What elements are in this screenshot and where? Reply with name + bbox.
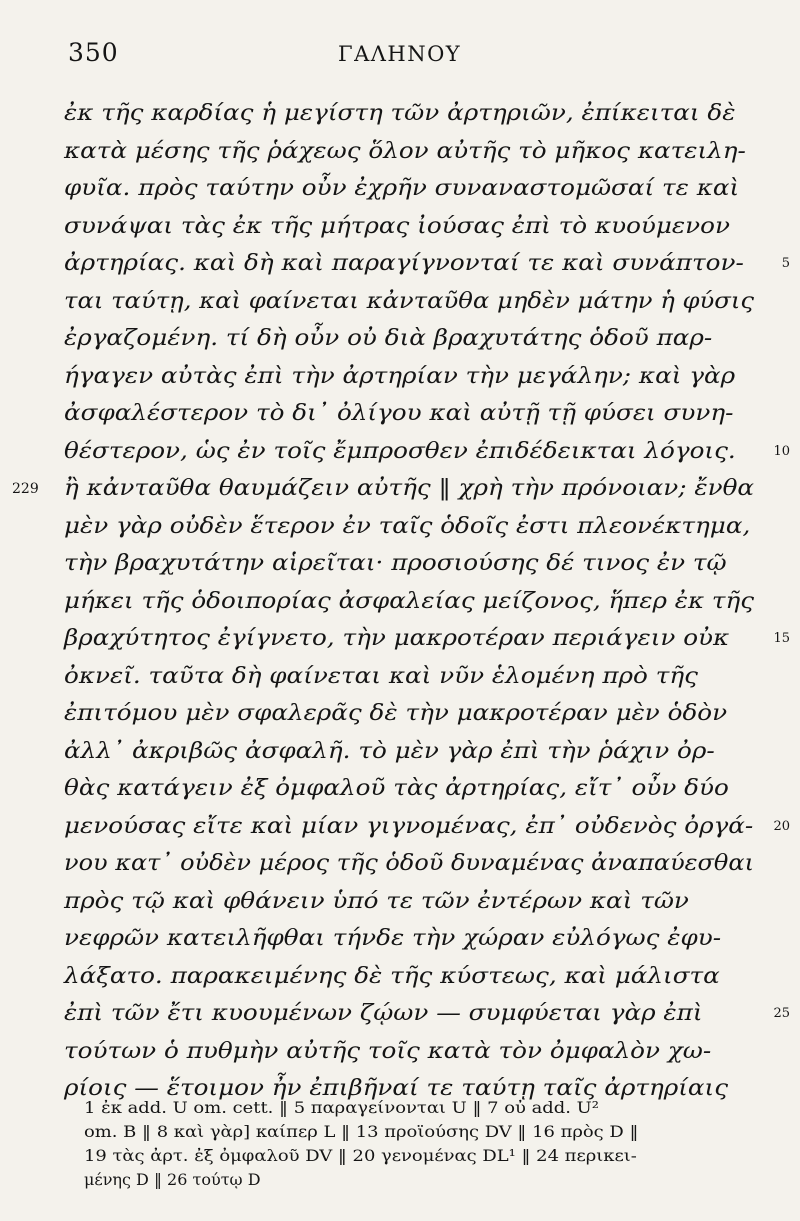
text-line — [64, 844, 764, 884]
text-line — [64, 394, 764, 434]
text-line-content: συνάψαι τὰς ἐκ τῆς μήτρας ἰούσας ἐπὶ τὸ κυούμενον — [64, 213, 730, 239]
text-line — [64, 94, 764, 134]
text-line-content: ἀρτηρίας. καὶ δὴ καὶ παραγίγνονταί τε καὶ συνάπτον- — [64, 251, 744, 276]
text-line — [64, 357, 764, 397]
text-line-content: θὰς κατάγειν ἐξ ὀμφαλοῦ τὰς ἀρτηρίας, εἴτ᾽ οὖν δύο — [64, 776, 729, 801]
text-line — [64, 469, 764, 509]
text-line — [64, 582, 764, 622]
text-line-content: βραχύτητος ἐγίγνετο, τὴν μακροτέραν περιάγειν οὐκ — [64, 626, 730, 651]
text-line — [64, 994, 764, 1034]
text-line-content: ἀλλ᾽ ἀκριβῶς ἀσφαλῆ. τὸ μὲν γὰρ ἐπὶ τὴν ῥάχιν ὀρ- — [64, 738, 715, 764]
text-line-content: τούτων ὁ πυθμὴν αὐτῆς τοῖς κατὰ τὸν ὀμφαλὸν χω- — [64, 1038, 712, 1064]
text-line-content: λάξατο. παρακειμένης δὲ τῆς κύστεως, καὶ μάλιστα — [64, 963, 720, 989]
text-line — [64, 244, 764, 284]
text-line — [64, 282, 764, 322]
text-line — [64, 319, 764, 359]
text-line — [64, 882, 764, 922]
apparatus-line-content: 19 τὰς ἀρτ. ἐξ ὀμφαλοῦ DV ‖ 20 γενομένας DL¹ ‖ 24 περικει- — [84, 1146, 637, 1165]
text-line-content: ἐργαζομένη. τί δὴ οὖν οὐ διὰ βραχυτάτης ὁδοῦ παρ- — [64, 326, 713, 351]
apparatus-line — [84, 1096, 599, 1120]
text-line — [64, 732, 764, 772]
text-line-content: ὀκνεῖ. ταῦτα δὴ φαίνεται καὶ νῦν ἑλομένη πρὸ τῆς — [64, 663, 698, 689]
text-line-content: μὲν γὰρ οὐδὲν ἕτερον ἐν ταῖς ὁδοῖς ἐστι πλεονέκτημα, — [64, 513, 751, 539]
text-line-content: νου κατ᾽ οὐδὲν μέρος τῆς ὁδοῦ δυναμένας ἀναπαύεσθαι — [64, 851, 754, 876]
text-line-content: μενούσας εἴτε καὶ μίαν γιγνομένας, ἐπ᾽ οὐδενὸς ὀργά- — [64, 813, 754, 839]
text-line — [64, 957, 764, 997]
text-line-content: πρὸς τῷ καὶ φθάνειν ὑπό τε τῶν ἐντέρων καὶ τῶν — [64, 888, 689, 914]
apparatus-line-content: μένης D ‖ 26 τούτῳ D — [84, 1170, 261, 1189]
text-line-content: ἐκ τῆς καρδίας ἡ μεγίστη τῶν ἀρτηριῶν, ἐπίκειται δὲ — [64, 101, 736, 126]
apparatus-line — [84, 1120, 639, 1144]
text-line-content: νεφρῶν κατειλῆφθαι τήνδε τὴν χώραν εὐλόγως ἐφυ- — [64, 926, 722, 951]
text-line — [64, 544, 764, 584]
text-line — [64, 657, 764, 697]
text-line — [64, 432, 764, 472]
text-line-content: θέστερον, ὡς ἐν τοῖς ἔμπροσθεν ἐπιδέδεικται λόγοις. — [64, 438, 736, 464]
text-line — [64, 507, 764, 547]
text-line — [64, 132, 764, 172]
text-line — [64, 694, 764, 734]
text-line-content: φυῖα. πρὸς ταύτην οὖν ἐχρῆν συναναστομῶσαί τε καὶ — [64, 176, 740, 201]
text-line-content: ἐπὶ τῶν ἔτι κυουμένων ζῴων — συμφύεται γὰρ ἐπὶ — [64, 1001, 703, 1026]
apparatus-line-content: 1 ἐκ add. U om. cett. ‖ 5 παραγείνονται U ‖ 7 οὐ add. U² — [84, 1098, 599, 1117]
text-line — [64, 1032, 764, 1072]
line-number: 5 — [781, 256, 790, 271]
apparatus-line-content: om. B ‖ 8 καὶ γὰρ] καίπερ L ‖ 13 προϊούσης DV ‖ 16 πρὸς D ‖ — [84, 1122, 639, 1141]
text-line-content: κατὰ μέσης τῆς ῥάχεως ὅλον αὐτῆς τὸ μῆκος κατειλη- — [64, 138, 746, 164]
text-line — [64, 207, 764, 247]
text-line-content: ἐπιτόμου μὲν σφαλερᾶς δὲ τὴν μακροτέραν μὲν ὁδὸν — [64, 701, 728, 726]
line-number: 15 — [773, 631, 790, 646]
line-number: 10 — [773, 443, 790, 459]
page-header — [68, 38, 758, 72]
apparatus-line — [84, 1144, 637, 1168]
page-number: 350 — [68, 38, 119, 67]
apparatus-line — [84, 1168, 261, 1192]
text-line-content: ται ταύτῃ, καὶ φαίνεται κἀνταῦθα μηδὲν μάτην ἡ φύσις — [64, 288, 755, 314]
margin-page-reference: 229 — [12, 481, 39, 497]
line-number: 20 — [773, 818, 790, 834]
text-line — [64, 919, 764, 959]
running-head: ΓΑΛΗΝΟΥ — [338, 42, 462, 66]
text-line-content: ήγαγεν αὐτὰς ἐπὶ τὴν ἀρτηρίαν τὴν μεγάλην; καὶ γὰρ — [64, 363, 736, 389]
text-line — [64, 807, 764, 847]
line-number: 25 — [773, 1006, 790, 1021]
text-line — [64, 619, 764, 659]
text-line-content: μήκει τῆς ὁδοιπορίας ἀσφαλείας μείζονος, ἥπερ ἐκ τῆς — [64, 588, 755, 614]
text-line — [64, 169, 764, 209]
text-line-content: ἢ κἀνταῦθα θαυμάζειν αὐτῆς ‖ χρὴ τὴν πρόνοιαν; ἔνθα — [64, 476, 755, 501]
text-line-content: τὴν βραχυτάτην αἱρεῖται· προσιούσης δέ τινος ἐν τῷ — [64, 551, 727, 576]
text-line-content: ἀσφαλέστερον τὸ δι᾽ ὀλίγου καὶ αὐτῇ τῇ φύσει συνη- — [64, 401, 734, 426]
text-line-content: ρίοις — ἕτοιμον ἦν ἐπιβῆναί τε ταύτῃ ταῖς ἀρτηρίαις — [64, 1076, 729, 1101]
text-line — [64, 769, 764, 809]
